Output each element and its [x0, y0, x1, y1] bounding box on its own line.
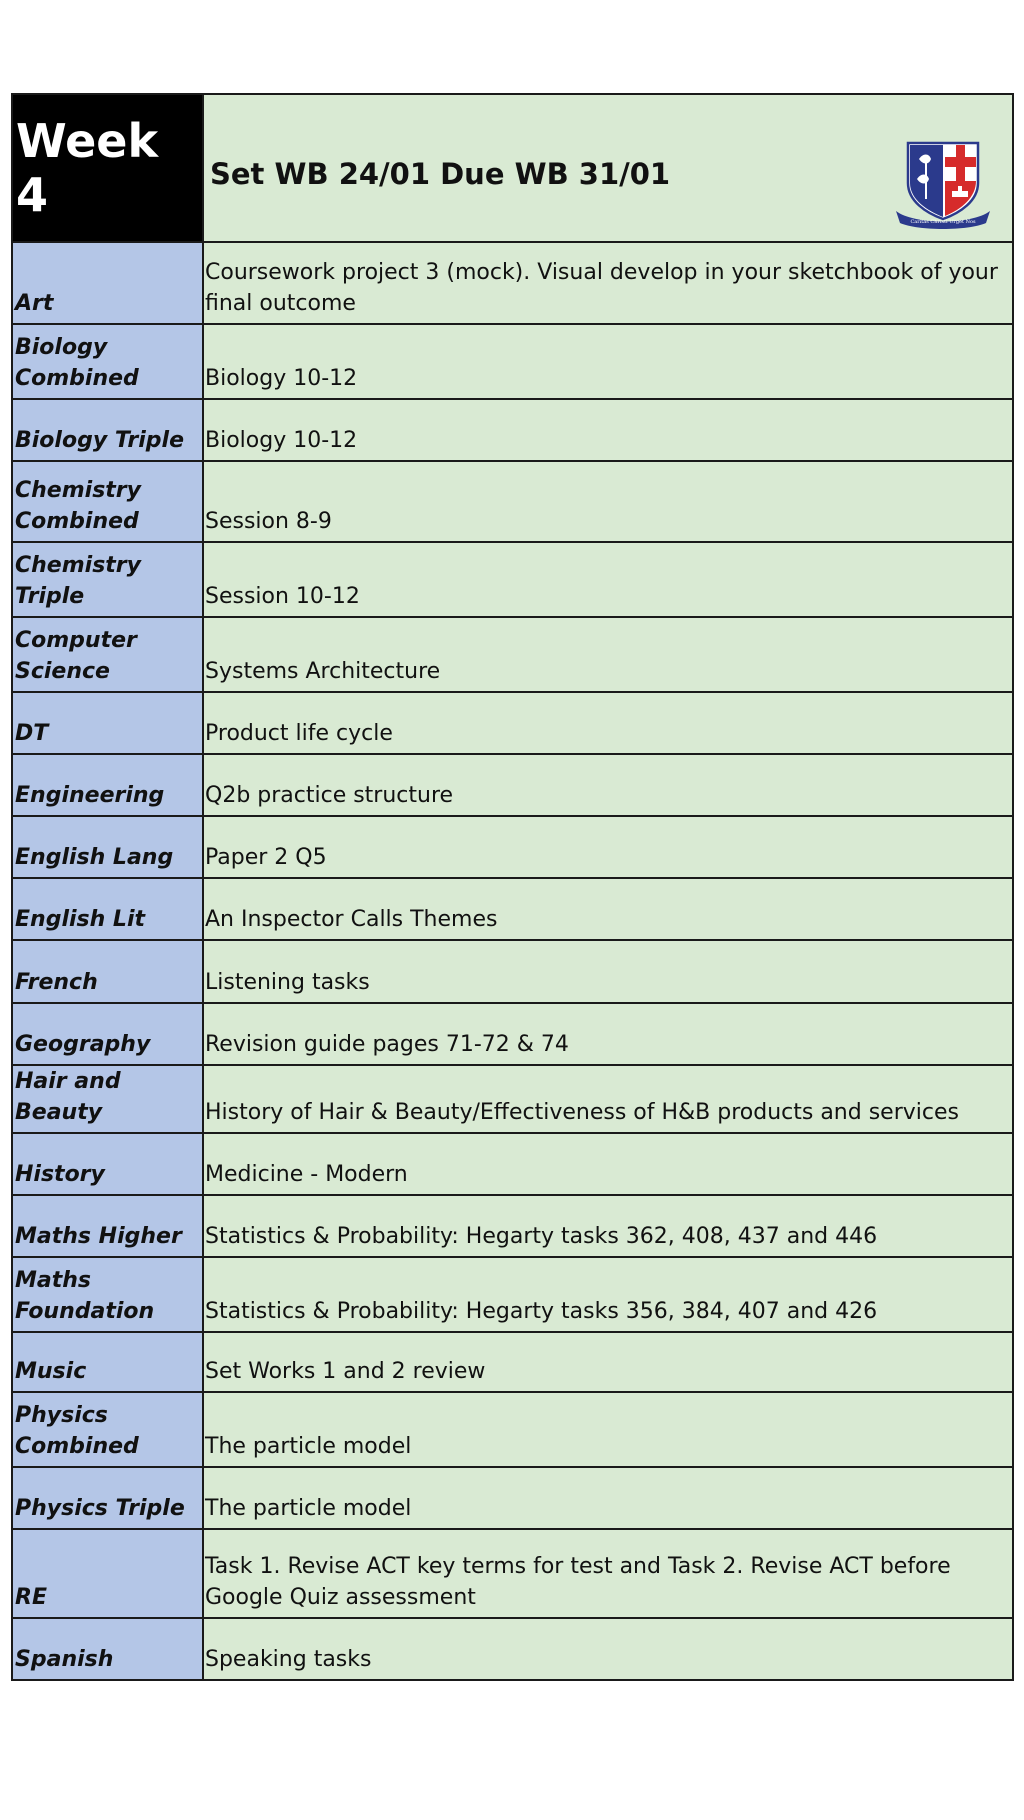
table-row	[12, 816, 1013, 878]
table-row	[12, 1195, 1013, 1257]
task-cell: Statistics & Probability: Hegarty tasks 356, 384, 407 and 426	[203, 1257, 1013, 1332]
task-cell: Speaking tasks	[203, 1618, 1013, 1680]
task-cell: Session 8-9	[203, 461, 1013, 542]
subject-cell: Chemistry Triple	[12, 542, 203, 617]
subject-cell: Computer Science	[12, 617, 203, 692]
table-row	[12, 1529, 1013, 1618]
task-cell: Biology 10-12	[203, 399, 1013, 461]
table-row	[12, 940, 1013, 1003]
subject-cell: Geography	[12, 1003, 203, 1065]
set-due-cell	[203, 94, 1013, 242]
subject-cell: Music	[12, 1332, 203, 1392]
subject-cell: Biology Triple	[12, 399, 203, 461]
table-row	[12, 1065, 1013, 1133]
task-cell: The particle model	[203, 1467, 1013, 1529]
table-body	[12, 94, 1013, 1680]
school-crest-icon	[894, 139, 992, 231]
subject-cell: Maths Higher	[12, 1195, 203, 1257]
subject-cell: Spanish	[12, 1618, 203, 1680]
subject-cell: RE	[12, 1529, 203, 1618]
subject-cell: Maths Foundation	[12, 1257, 203, 1332]
table-row	[12, 1257, 1013, 1332]
table-row	[12, 617, 1013, 692]
table-row	[12, 1332, 1013, 1392]
crest-motto: Caritas Christi Urget Nos	[910, 219, 976, 225]
task-cell: Statistics & Probability: Hegarty tasks 362, 408, 437 and 446	[203, 1195, 1013, 1257]
task-cell: Session 10-12	[203, 542, 1013, 617]
table-row	[12, 692, 1013, 754]
task-cell: The particle model	[203, 1392, 1013, 1467]
subject-cell: Physics Triple	[12, 1467, 203, 1529]
subject-cell: DT	[12, 692, 203, 754]
task-cell: Task 1. Revise ACT key terms for test and Task 2. Revise ACT before Google Quiz assessment	[203, 1529, 1013, 1618]
table-row	[12, 1467, 1013, 1529]
table-row	[12, 1392, 1013, 1467]
subject-cell: English Lang	[12, 816, 203, 878]
subject-cell: Chemistry Combined	[12, 461, 203, 542]
set-due-label: Set WB 24/01 Due WB 31/01	[210, 157, 671, 191]
subject-cell: French	[12, 940, 203, 1003]
table-row	[12, 542, 1013, 617]
task-cell: Listening tasks	[203, 940, 1013, 1003]
task-cell: Revision guide pages 71-72 & 74	[203, 1003, 1013, 1065]
subject-cell: Hair and Beauty	[12, 1065, 203, 1133]
homework-table	[11, 93, 1014, 1681]
subject-cell: Art	[12, 242, 203, 324]
table-row	[12, 461, 1013, 542]
task-cell: Systems Architecture	[203, 617, 1013, 692]
subject-cell: History	[12, 1133, 203, 1195]
task-cell: Set Works 1 and 2 review	[203, 1332, 1013, 1392]
task-cell: Medicine - Modern	[203, 1133, 1013, 1195]
task-cell: History of Hair & Beauty/Effectiveness of H&B products and services	[203, 1065, 1013, 1133]
task-cell: Coursework project 3 (mock). Visual develop in your sketchbook of your final outcome	[203, 242, 1013, 324]
task-cell: An Inspector Calls Themes	[203, 878, 1013, 940]
header-row	[12, 94, 1013, 242]
table-row	[12, 1003, 1013, 1065]
task-cell: Product life cycle	[203, 692, 1013, 754]
subject-cell: Physics Combined	[12, 1392, 203, 1467]
week-label: Week 4	[12, 94, 203, 242]
task-cell: Paper 2 Q5	[203, 816, 1013, 878]
subject-cell: English Lit	[12, 878, 203, 940]
table-row	[12, 754, 1013, 816]
table-row	[12, 399, 1013, 461]
table-row	[12, 1133, 1013, 1195]
table-row	[12, 1618, 1013, 1680]
task-cell: Q2b practice structure	[203, 754, 1013, 816]
table-row	[12, 878, 1013, 940]
subject-cell: Biology Combined	[12, 324, 203, 399]
table-row	[12, 242, 1013, 324]
table-row	[12, 324, 1013, 399]
task-cell: Biology 10-12	[203, 324, 1013, 399]
subject-cell: Engineering	[12, 754, 203, 816]
